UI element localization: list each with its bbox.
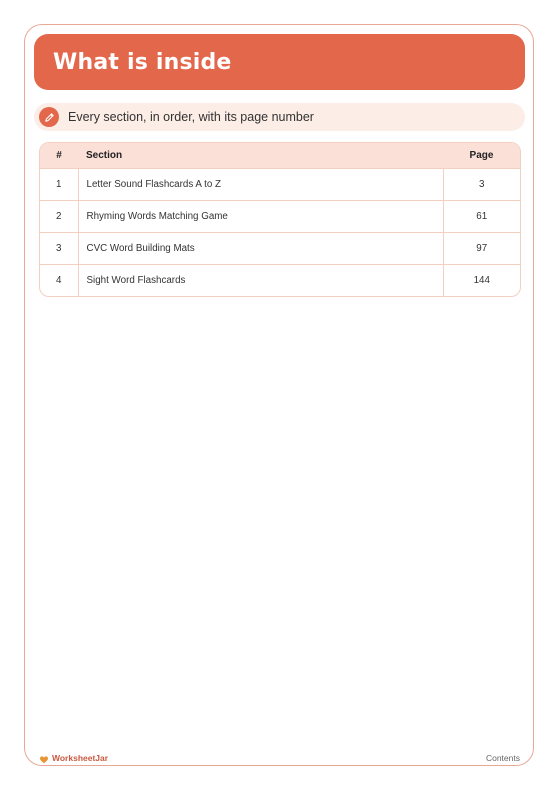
row-number: 4	[40, 264, 78, 296]
row-number: 3	[40, 232, 78, 264]
contents-table	[39, 142, 521, 297]
table-row	[40, 264, 520, 296]
table-row	[40, 168, 520, 200]
page-title: What is inside	[53, 49, 232, 75]
row-page: 144	[443, 264, 520, 296]
table-header-row	[40, 143, 520, 168]
column-header-section: Section	[86, 149, 123, 161]
footer-label: Contents	[485, 753, 520, 763]
subtitle-text: Every section, in order, with its page number	[68, 110, 314, 124]
footer	[40, 751, 520, 765]
column-header-page: Page	[469, 149, 494, 161]
row-section: CVC Word Building Mats	[86, 242, 195, 254]
footer-brand	[40, 749, 108, 768]
title-banner	[34, 34, 525, 90]
subtitle-bar	[34, 103, 525, 131]
row-number: 2	[40, 200, 78, 232]
row-page: 61	[443, 200, 520, 232]
column-header-number: #	[56, 149, 62, 161]
brand-name: WorksheetJar	[52, 753, 109, 763]
row-number: 1	[40, 168, 78, 200]
heart-icon	[40, 749, 48, 768]
row-page: 97	[443, 232, 520, 264]
row-section: Sight Word Flashcards	[86, 274, 186, 286]
row-section: Rhyming Words Matching Game	[86, 210, 228, 222]
page-frame	[24, 24, 534, 766]
row-section: Letter Sound Flashcards A to Z	[86, 178, 222, 190]
table-row	[40, 232, 520, 264]
pencil-icon	[39, 107, 59, 127]
table-row	[40, 200, 520, 232]
row-page: 3	[443, 168, 520, 200]
